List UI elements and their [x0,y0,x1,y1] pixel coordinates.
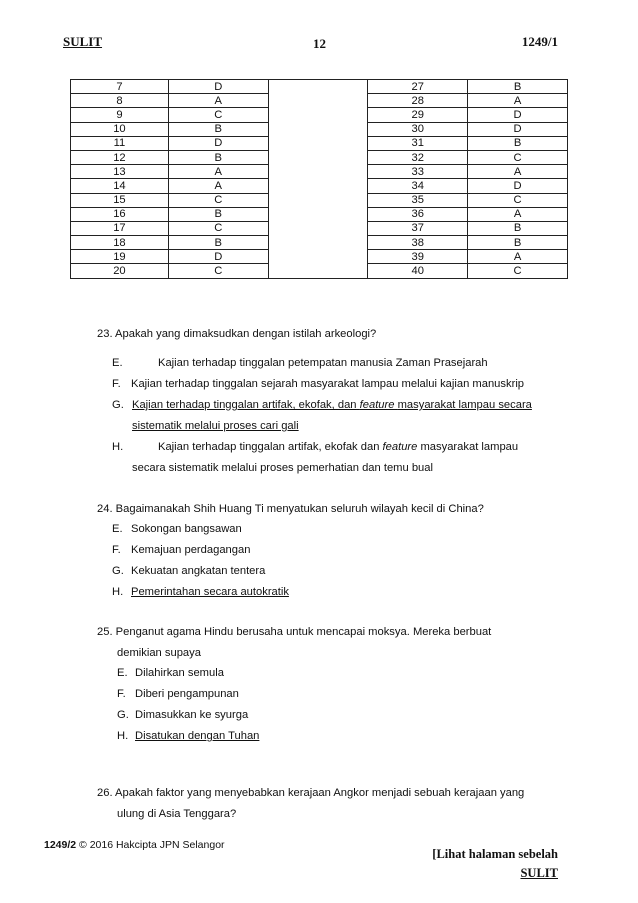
footer-copyright-text: © 2016 Hakcipta JPN Selangor [79,839,225,851]
question-number-cell: 39 [368,250,468,264]
page-number: 12 [313,36,326,51]
question-number-cell: 27 [368,80,468,94]
question-number-cell: 38 [368,236,468,250]
answer-cell: A [168,94,268,108]
q23-option-h-text-cont: secara sistematik melalui proses pemerhatian dan temu bual [132,462,433,474]
answer-cell: D [168,80,268,94]
q24-option-h-label: H. [112,586,124,598]
question-number-cell: 17 [71,221,169,235]
answer-cell: C [468,150,568,164]
answer-cell: D [468,122,568,136]
answer-key-table [70,79,568,279]
q25-option-f-label: F. [117,688,126,700]
question-number-cell: 19 [71,250,169,264]
q25-stem: 25. Penganut agama Hindu berusaha untuk mencapai moksya. Mereka berbuat [97,626,492,638]
q25-option-e-label: E. [117,667,128,679]
answer-cell: D [468,108,568,122]
answer-cell: C [168,264,268,278]
q26-stem-cont: ulung di Asia Tenggara? [117,808,237,820]
answer-cell: D [468,179,568,193]
q24-option-f-text: Kemajuan perdagangan [131,544,251,556]
answer-cell: D [168,136,268,150]
question-number-cell: 32 [368,150,468,164]
q25-stem-cont: demikian supaya [117,647,201,659]
question-number-cell: 29 [368,108,468,122]
q25-option-h-text: Disatukan dengan Tuhan [135,730,260,742]
question-number-cell: 8 [71,94,169,108]
answer-cell: C [168,193,268,207]
question-number-cell: 13 [71,165,169,179]
q24-stem: 24. Bagaimanakah Shih Huang Ti menyatukan seluruh wilayah kecil di China? [97,503,484,515]
q23-option-f-text: Kajian terhadap tinggalan sejarah masyarakat lampau melalui kajian manuskrip [131,378,525,390]
question-number-cell: 14 [71,179,169,193]
answer-cell: A [168,165,268,179]
question-number-cell: 35 [368,193,468,207]
question-number-cell: 9 [71,108,169,122]
answer-cell: B [468,221,568,235]
q23-stem: 23. Apakah yang dimaksudkan dengan istilah arkeologi? [97,328,377,340]
question-number-cell: 34 [368,179,468,193]
question-number-cell: 15 [71,193,169,207]
question-number-cell: 28 [368,94,468,108]
table-row [71,80,568,94]
question-number-cell: 30 [368,122,468,136]
q24-option-h-text: Pemerintahan secara autokratik [131,586,289,598]
q23-option-g-text: Kajian terhadap tinggalan artifak, ekofak, dan feature masyarakat lampau secara [132,399,532,411]
question-number-cell: 40 [368,264,468,278]
q24-option-g-text: Kekuatan angkatan tentera [131,565,266,577]
q23-option-g-label: G. [112,399,124,411]
q23-option-h-label: H. [112,441,124,453]
footer-next-page: [Lihat halaman sebelah [432,847,558,861]
answer-cell: C [468,193,568,207]
q26-stem: 26. Apakah faktor yang menyebabkan kerajaan Angkor menjadi sebuah kerajaan yang [97,787,525,799]
q25-option-e-text: Dilahirkan semula [135,667,224,679]
answer-cell: C [168,221,268,235]
q25-option-h-label: H. [117,730,129,742]
answer-cell: A [468,207,568,221]
question-number-cell: 31 [368,136,468,150]
answer-cell: B [168,236,268,250]
q25-option-g-text: Dimasukkan ke syurga [135,709,249,721]
question-number-cell: 12 [71,150,169,164]
question-number-cell: 37 [368,221,468,235]
question-number-cell: 18 [71,236,169,250]
q25-option-f-text: Diberi pengampunan [135,688,239,700]
q23-option-e-text: Kajian terhadap tinggalan petempatan manusia Zaman Prasejarah [158,357,488,369]
q24-option-g-label: G. [112,565,124,577]
answer-cell: B [468,136,568,150]
header-paper-code: 1249/1 [521,34,558,49]
q23-option-f-label: F. [112,378,121,390]
question-number-cell: 11 [71,136,169,150]
question-number-cell: 10 [71,122,169,136]
answer-cell: A [468,165,568,179]
question-number-cell: 36 [368,207,468,221]
table-gap-cell [268,80,368,279]
header-sulit: SULIT [63,34,103,49]
answer-cell: D [168,250,268,264]
question-number-cell: 7 [71,80,169,94]
q23-option-h-text: Kajian terhadap tinggalan artifak, ekofak dan feature masyarakat lampau [158,441,519,453]
footer-copyright [44,839,225,851]
answer-cell: A [468,94,568,108]
question-number-cell: 20 [71,264,169,278]
answer-cell: A [468,250,568,264]
answer-cell: A [168,179,268,193]
footer-sulit: SULIT [520,866,558,880]
q25-option-g-label: G. [117,709,129,721]
q23-option-e-label: E. [112,357,123,369]
q24-option-f-label: F. [112,544,121,556]
answer-cell: B [468,236,568,250]
answer-cell: B [168,207,268,221]
answer-cell: B [168,150,268,164]
footer-paper-code: 1249/2 [44,839,77,851]
answer-cell: C [168,108,268,122]
question-number-cell: 16 [71,207,169,221]
q23-option-g-text-cont: sistematik melalui proses cari gali [132,420,299,432]
q24-option-e-text: Sokongan bangsawan [131,523,242,535]
q24-option-e-label: E. [112,523,123,535]
answer-cell: C [468,264,568,278]
answer-cell: B [468,80,568,94]
answer-cell: B [168,122,268,136]
question-number-cell: 33 [368,165,468,179]
